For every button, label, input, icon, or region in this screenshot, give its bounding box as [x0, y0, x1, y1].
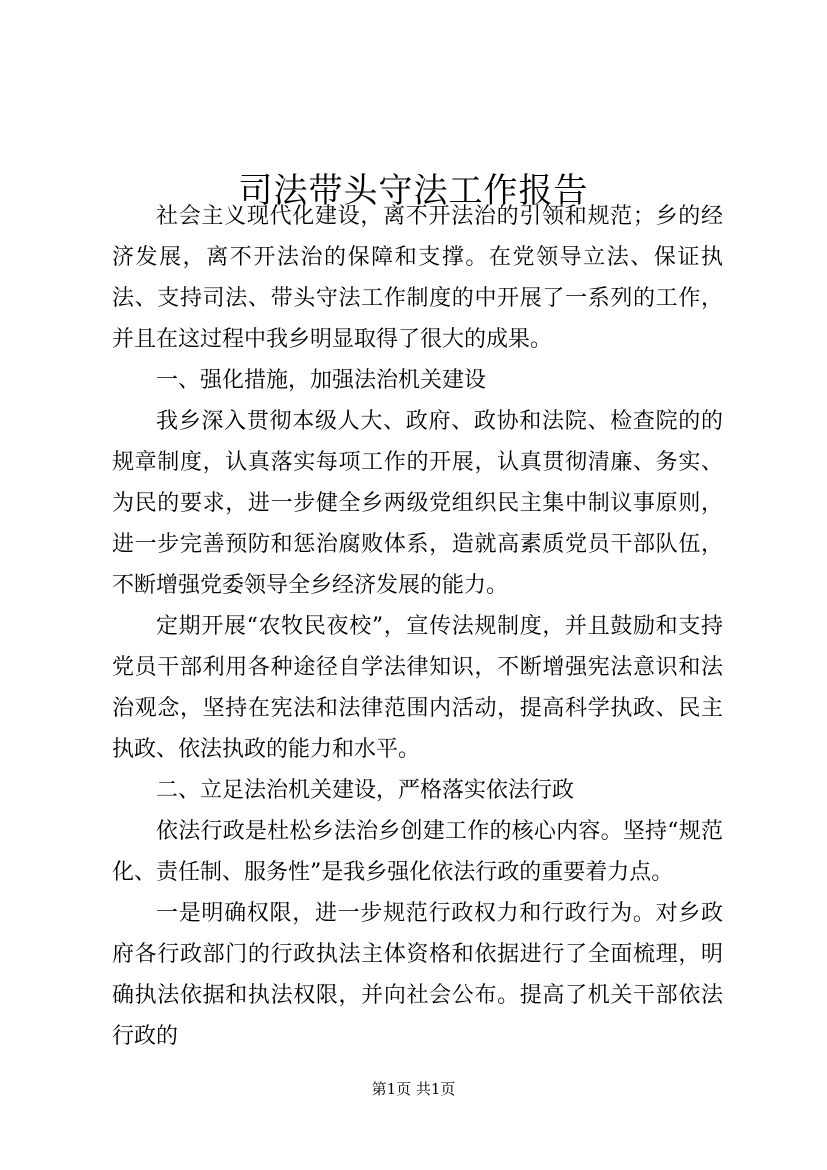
document-body	[112, 196, 723, 1057]
paragraph-section-2-a: 依法行政是杜松乡法治乡创建工作的核心内容。坚持“规范化、责任制、服务性”是我乡强化依法行政的重要着力点。	[112, 819, 723, 885]
paragraph-section-2-b: 一是明确权限，进一步规范行政权力和行政行为。对乡政府各行政部门的行政执法主体资格和依据进行了全面梳理，明确执法依据和执法权限，并向社会公布。提高了机关干部依法行政的	[112, 901, 723, 1049]
section-heading-1: 一、强化措施，加强法治机关建设	[156, 368, 487, 393]
section-heading-2: 二、立足法治机关建设，严格落实依法行政	[156, 778, 575, 803]
paragraph-section-1-b: 定期开展“农牧民夜校”，宣传法规制度，并且鼓励和支持党员干部利用各种途径自学法律知识，不断增强宪法意识和法治观念，坚持在宪法和法律范围内活动，提高科学执政、民主执政、依法执政的能力和水平。	[112, 614, 723, 762]
paragraph-intro: 社会主义现代化建设，离不开法治的引领和规范；乡的经济发展，离不开法治的保障和支撑。在党领导立法、保证执法、支持司法、带头守法工作制度的中开展了一系列的工作，并且在这过程中我乡明显取得了很大的成果。	[112, 204, 723, 352]
page-number-footer: 第1页 共1页	[371, 1080, 456, 1098]
document-title: 司法带头守法工作报告	[238, 170, 589, 211]
paragraph-section-1-a: 我乡深入贯彻本级人大、政府、政协和法院、检查院的的规章制度，认真落实每项工作的开展，认真贯彻清廉、务实、为民的要求，进一步健全乡两级党组织民主集中制议事原则，进一步完善预防和惩治腐败体系，造就高素质党员干部队伍，不断增强党委领导全乡经济发展的能力。	[112, 409, 723, 598]
